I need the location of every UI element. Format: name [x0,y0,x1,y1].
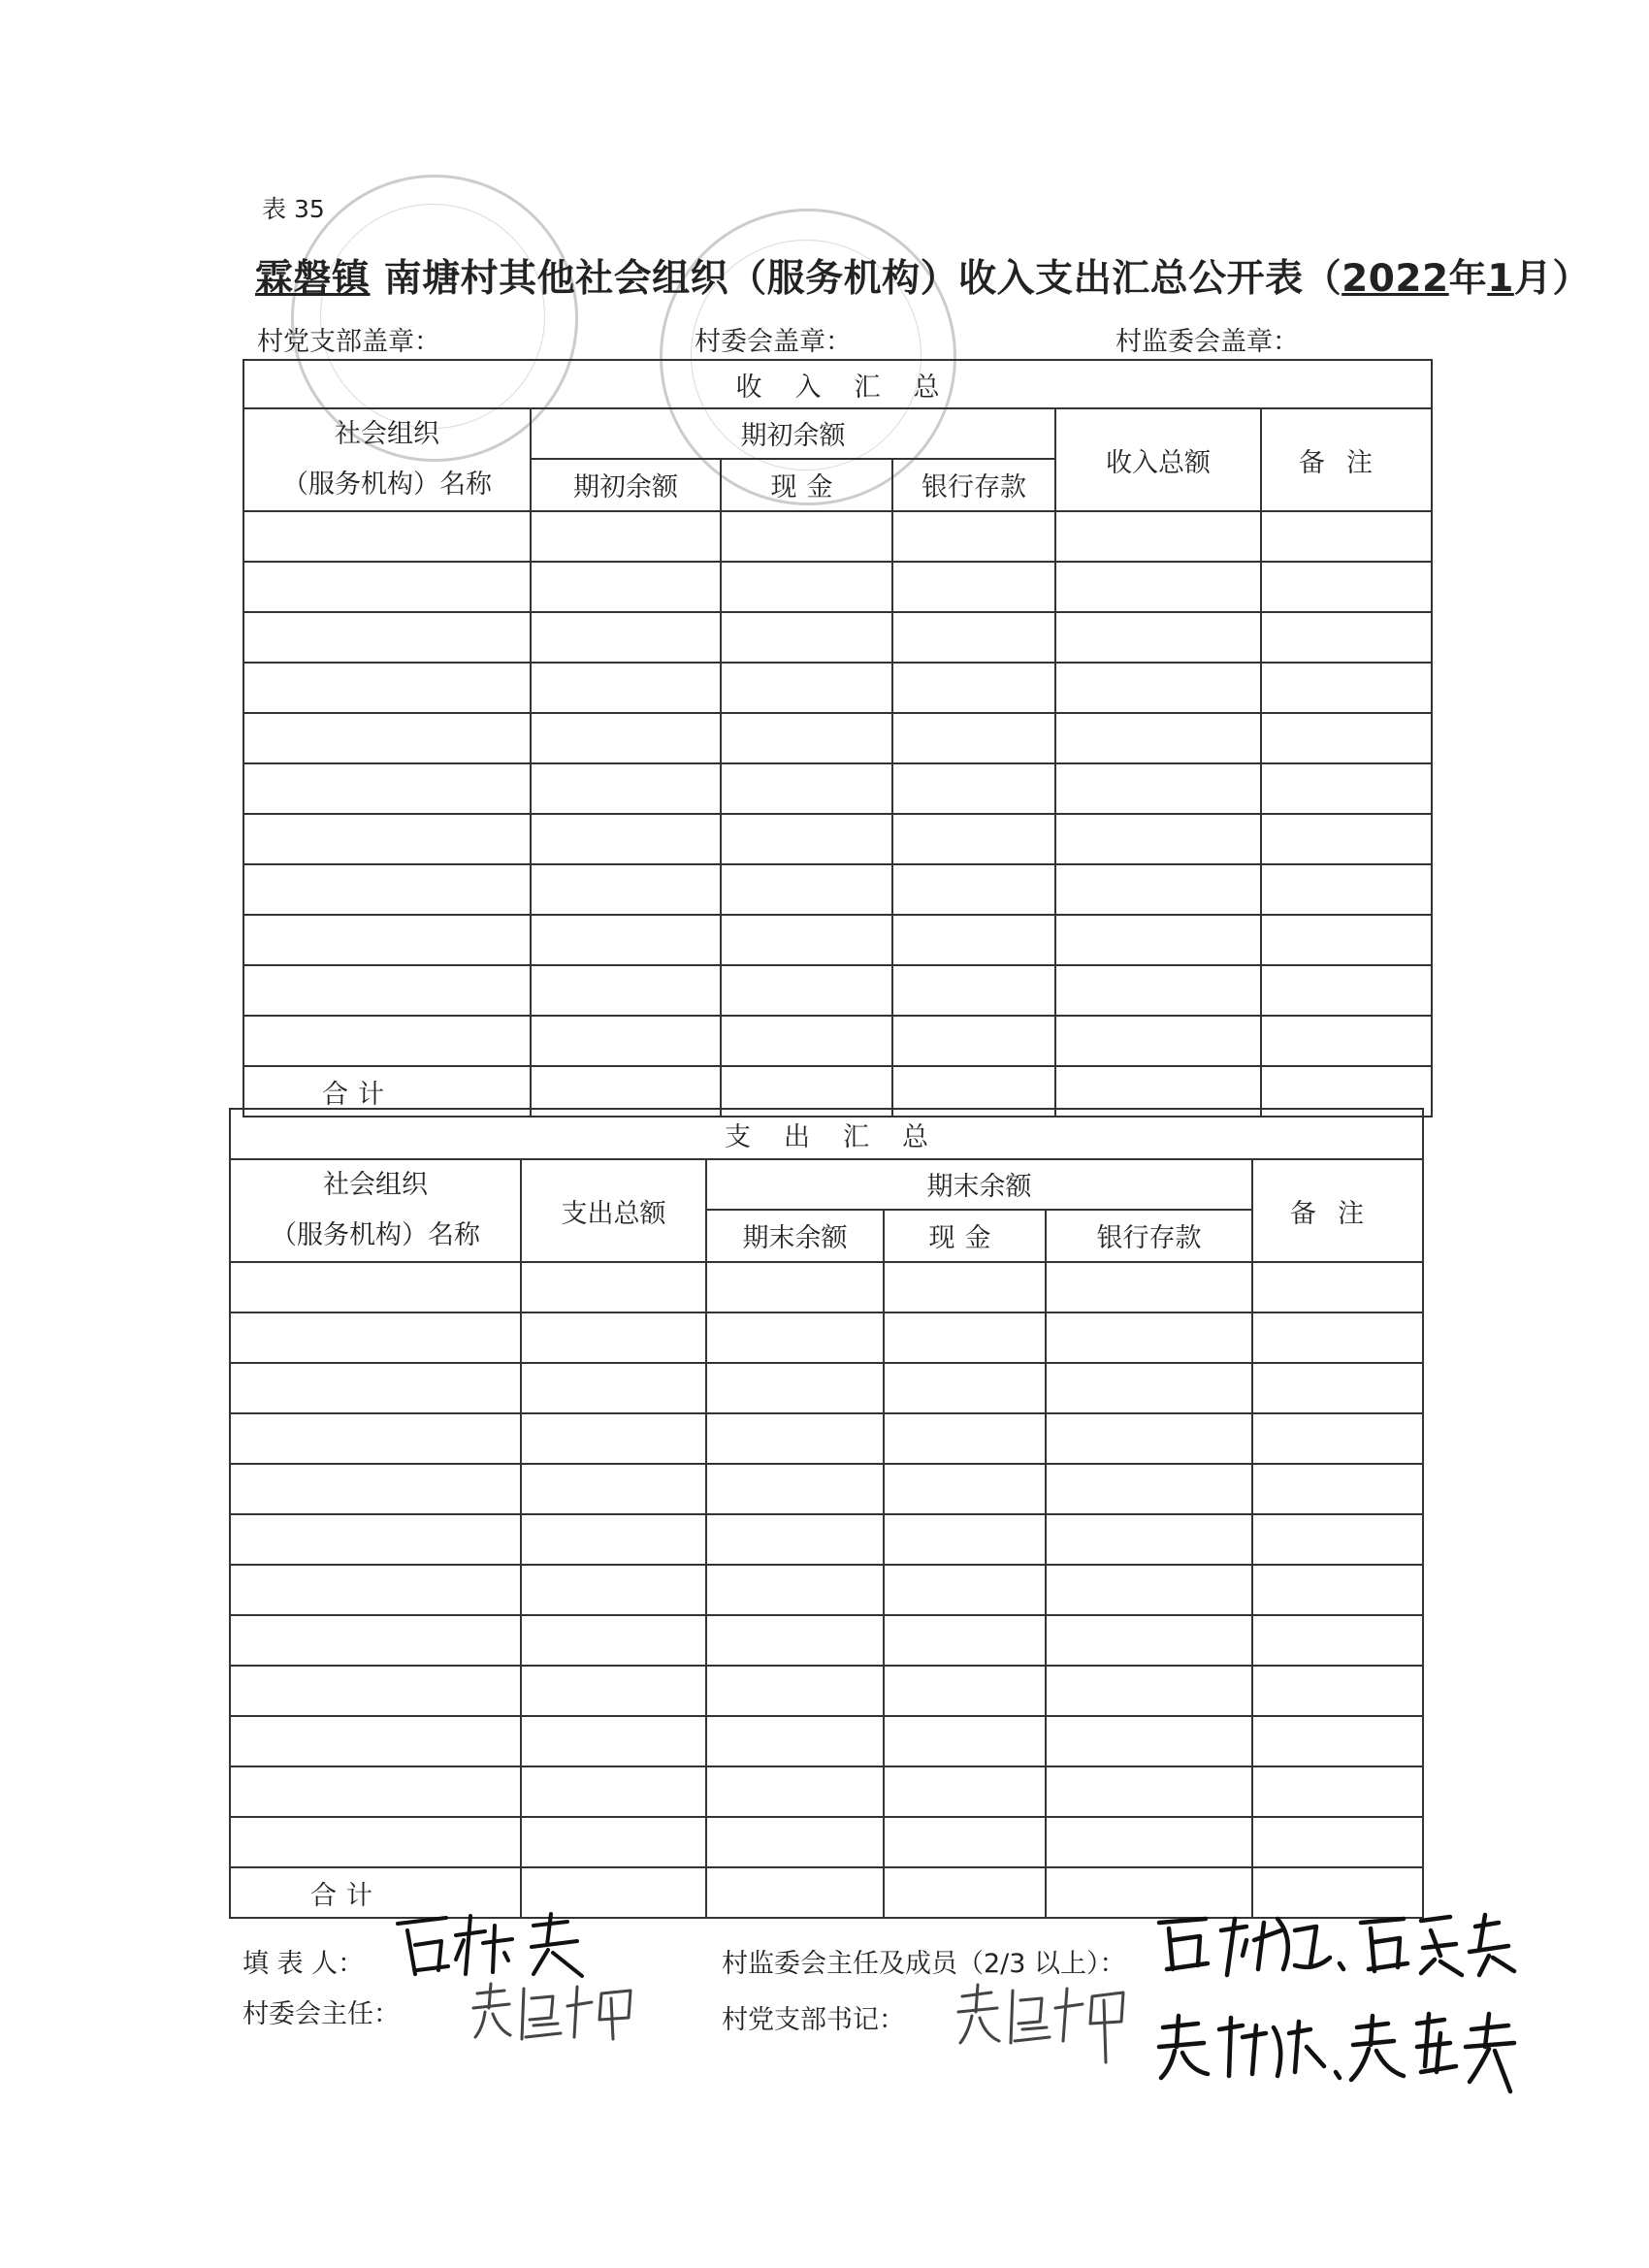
table-row [243,1016,1432,1066]
party-secretary-label: 村党支部书记： [722,2005,905,2035]
table-row [230,1565,1423,1615]
table-row [243,763,1432,814]
table-row [230,1666,1423,1716]
committee-director-label: 村委会主任： [242,1999,400,2029]
filler-signature [388,1906,611,1984]
table-row [230,1262,1423,1312]
expense-col-total-expense: 支出总额 [521,1159,706,1262]
table-row [230,1615,1423,1666]
form-number: 表 35 [262,195,325,223]
expense-col-remarks: 备注 [1252,1159,1423,1262]
table-row [243,915,1432,965]
table-row [243,965,1432,1016]
table-row [230,1464,1423,1514]
income-col-opening-group: 期初余额 [531,408,1055,459]
table-row [243,562,1432,612]
title-month-suffix: 月） [1513,257,1591,301]
table-row [230,1413,1423,1464]
supervision-members-label: 村监委会主任及成员（2/3 以上）： [722,1949,1126,1979]
party-branch-seal-label: 村党支部盖章： [257,327,440,357]
table-row [230,1716,1423,1766]
income-col-total-income: 收入总额 [1055,408,1261,511]
expense-col-org-line2: （服务机构）名称 [271,1220,480,1250]
supervision-members-signatures [1149,1901,1576,2110]
table-row [243,663,1432,713]
expense-total-label: 合计 [230,1867,521,1918]
supervision-committee-seal-label: 村监委会盖章： [1116,327,1299,357]
table-row [230,1766,1423,1817]
income-col-org-line1: 社会组织 [335,419,439,449]
income-header-row-1 [243,408,1432,459]
title-month: 1 [1487,257,1514,301]
table-row [230,1514,1423,1565]
expense-col-closing-sub: 期末余额 [706,1210,884,1262]
expense-col-bank: 银行存款 [1046,1210,1252,1262]
income-section-row [243,360,1432,408]
expense-section-title: 支出汇总 [230,1109,1423,1159]
income-total-label: 合计 [243,1066,531,1117]
table-row [230,1363,1423,1413]
income-col-org-name [243,408,531,511]
expense-section-row [230,1109,1423,1159]
income-col-remarks: 备注 [1261,408,1432,511]
page-title [255,248,1591,303]
title-year-suffix: 年 [1448,257,1488,301]
income-table [242,359,1433,1118]
village-committee-seal-label: 村委会盖章： [695,327,852,357]
title-main: 其他社会组织（服务机构）收入支出汇总公开表（ [499,257,1342,301]
title-year: 2022 [1342,257,1449,301]
party-secretary-signature [951,1979,1145,2066]
expense-col-cash: 现金 [884,1210,1046,1262]
table-row [230,1817,1423,1867]
income-col-cash: 现金 [721,459,892,511]
committee-director-signature [466,1979,650,2047]
income-col-bank: 银行存款 [892,459,1055,511]
income-col-opening-sub: 期初余额 [531,459,721,511]
expense-col-org-line1: 社会组织 [323,1170,428,1200]
expense-col-closing-group: 期末余额 [706,1159,1252,1210]
expense-col-org-name [230,1159,521,1262]
table-row [243,864,1432,915]
title-town: 霖磐镇 [255,257,371,301]
filler-label: 填 表 人： [242,1949,365,1979]
table-row [243,612,1432,663]
table-row [243,814,1432,864]
income-col-org-line2: （服务机构）名称 [282,470,492,500]
income-section-title: 收入汇总 [243,360,1432,408]
title-village: 南塘村 [383,257,500,301]
expense-table [229,1108,1424,1919]
table-row [243,713,1432,763]
table-row [243,511,1432,562]
table-row [230,1312,1423,1363]
expense-header-row-1 [230,1159,1423,1210]
